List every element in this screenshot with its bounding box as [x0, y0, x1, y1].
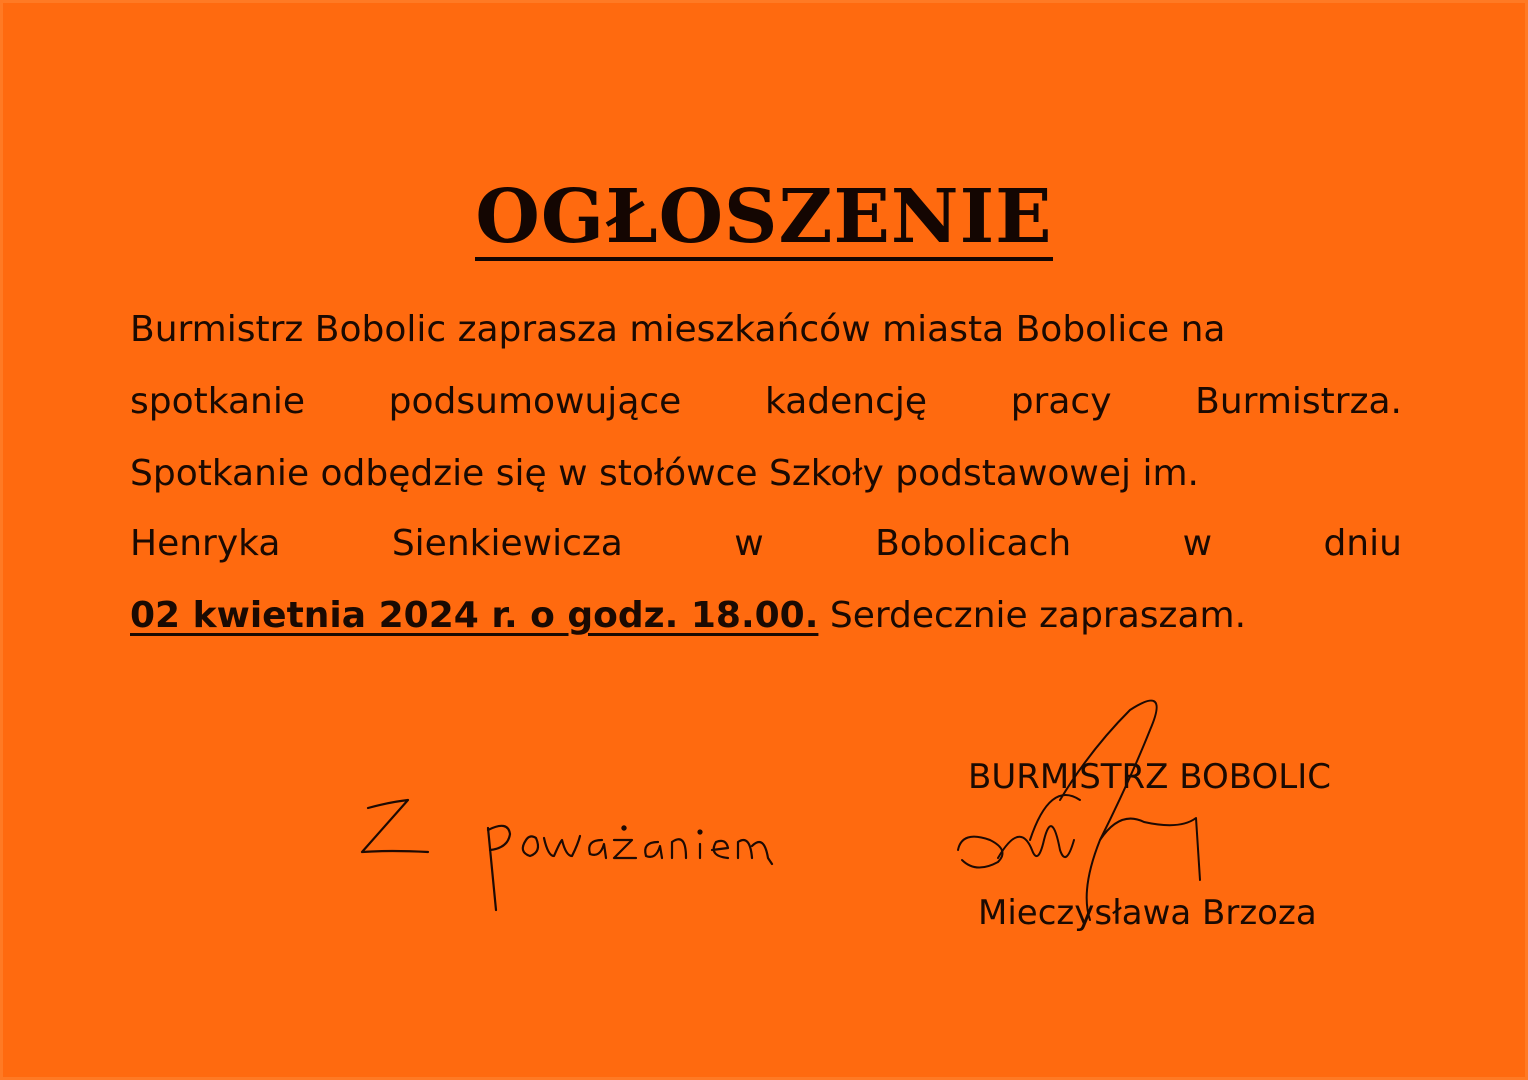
- body-word: w: [1182, 523, 1213, 564]
- body-word: pracy: [1010, 381, 1112, 422]
- body-word: dniu: [1323, 523, 1402, 564]
- body-word: Burmistrza.: [1195, 381, 1402, 422]
- signatory-title: BURMISTRZ BOBOLIC: [968, 757, 1331, 797]
- announcement-title: [0, 176, 1528, 261]
- body-word: Henryka: [130, 523, 281, 564]
- body-word: podsumowujące: [388, 381, 682, 422]
- body-line-2: [130, 380, 1402, 424]
- body-line-3: Spotkanie odbędzie się w stołówce Szkoły podstawowej im.: [130, 453, 1199, 494]
- body-line-5: [130, 594, 1402, 638]
- body-word: kadencję: [764, 381, 928, 422]
- title-text: OGŁOSZENIE: [475, 174, 1053, 260]
- body-line-4: [130, 522, 1402, 566]
- body-word: w: [734, 523, 764, 564]
- closing-text: Serdecznie zapraszam.: [818, 595, 1247, 636]
- handwritten-regards: [340, 790, 810, 920]
- body-word: Bobolicach: [875, 523, 1072, 564]
- signatory-name: Mieczysława Brzoza: [978, 893, 1317, 933]
- meeting-date: 02 kwietnia 2024 r. o godz. 18.00.: [130, 595, 819, 636]
- body-line-1: Burmistrz Bobolic zaprasza mieszkańców miasta Bobolice na: [130, 309, 1226, 350]
- body-word: spotkanie: [130, 381, 305, 422]
- body-word: Sienkiewicza: [391, 523, 623, 564]
